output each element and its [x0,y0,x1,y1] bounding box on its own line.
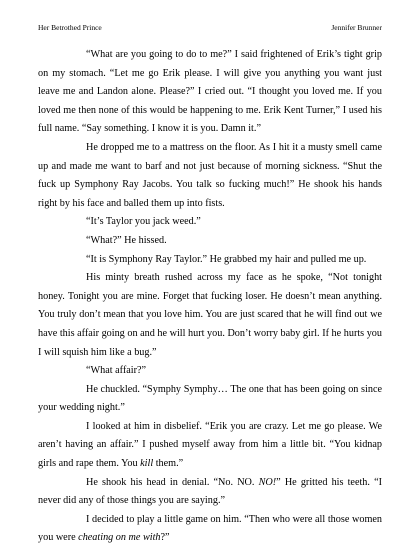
text-run: ?” [160,532,170,544]
paragraph [38,46,382,139]
paragraph [38,511,382,548]
paragraph [38,139,382,213]
paragraph [38,251,382,270]
text-run: them.” [153,458,184,470]
paragraph [38,381,382,418]
paragraph [38,474,382,511]
text-run: He chuckled. “Symphy Symphy… The one that has been going on since your wedding night.” [38,383,382,414]
text-run: I decided to play a little game on him. “Then who were all those women you were [38,513,382,544]
author-name: Jennifer Brunner [331,23,382,32]
text-run: “What affair?” [86,365,147,377]
paragraph [38,269,382,362]
body-text [38,46,382,548]
paragraph [38,362,382,381]
text-run: “What?” He hissed. [86,234,167,246]
text-run: He dropped me to a mattress on the floor. As I hit it a musty smell came up and made me want to barf and not just because of morning sickness. “Shut the fuck up Symphony Ray Jacobs. You talk so fucking much!” He shook his hands right by his face and balled them up into fists. [38,141,382,209]
text-run: He shook his head in denial. “No. NO. [86,476,259,488]
italic-text: NO! [258,476,277,488]
text-run: ” He gritted his teeth. “I never did any of those things you are saying.” [38,476,382,507]
book-title: Her Betrothed Prince [38,23,102,32]
paragraph [38,418,382,474]
text-run: His minty breath rushed across my face as he spoke, “Not tonight honey. Tonight you are mine. Forget that fucking loser. He doesn’t mean anything. You truly don’t mean that you love him. You are just scared that he will find out we have this affair going on and he will hurt you. Don’t worry baby girl. If he hurts you I will squish him like a bug.” [38,272,382,358]
italic-text: cheating on me with [78,532,161,544]
text-run: “It is Symphony Ray Taylor.” He grabbed my hair and pulled me up. [86,253,367,265]
text-run: I looked at him in disbelief. “Erik you are crazy. Let me go please. We aren’t having an affair.” I pushed myself away from him a little bit. “You kidnap girls and rape them. You [38,420,382,470]
paragraph [38,232,382,251]
text-run: “It’s Taylor you jack weed.” [86,216,201,228]
italic-text: kill [140,458,154,470]
text-run: “What are you going to do to me?” I said frightened of Erik’s tight grip on my stomach. “Let me go Erik please. I will give you anything you want just leave me and Landon alone. Please?” I cried out. “I thought you loved me. If you loved me then none of this would be happening to me. Erik Kent Turner,” I used his full name. “Say something. I know it is you. Damn it.” [38,49,382,135]
paragraph [38,213,382,232]
